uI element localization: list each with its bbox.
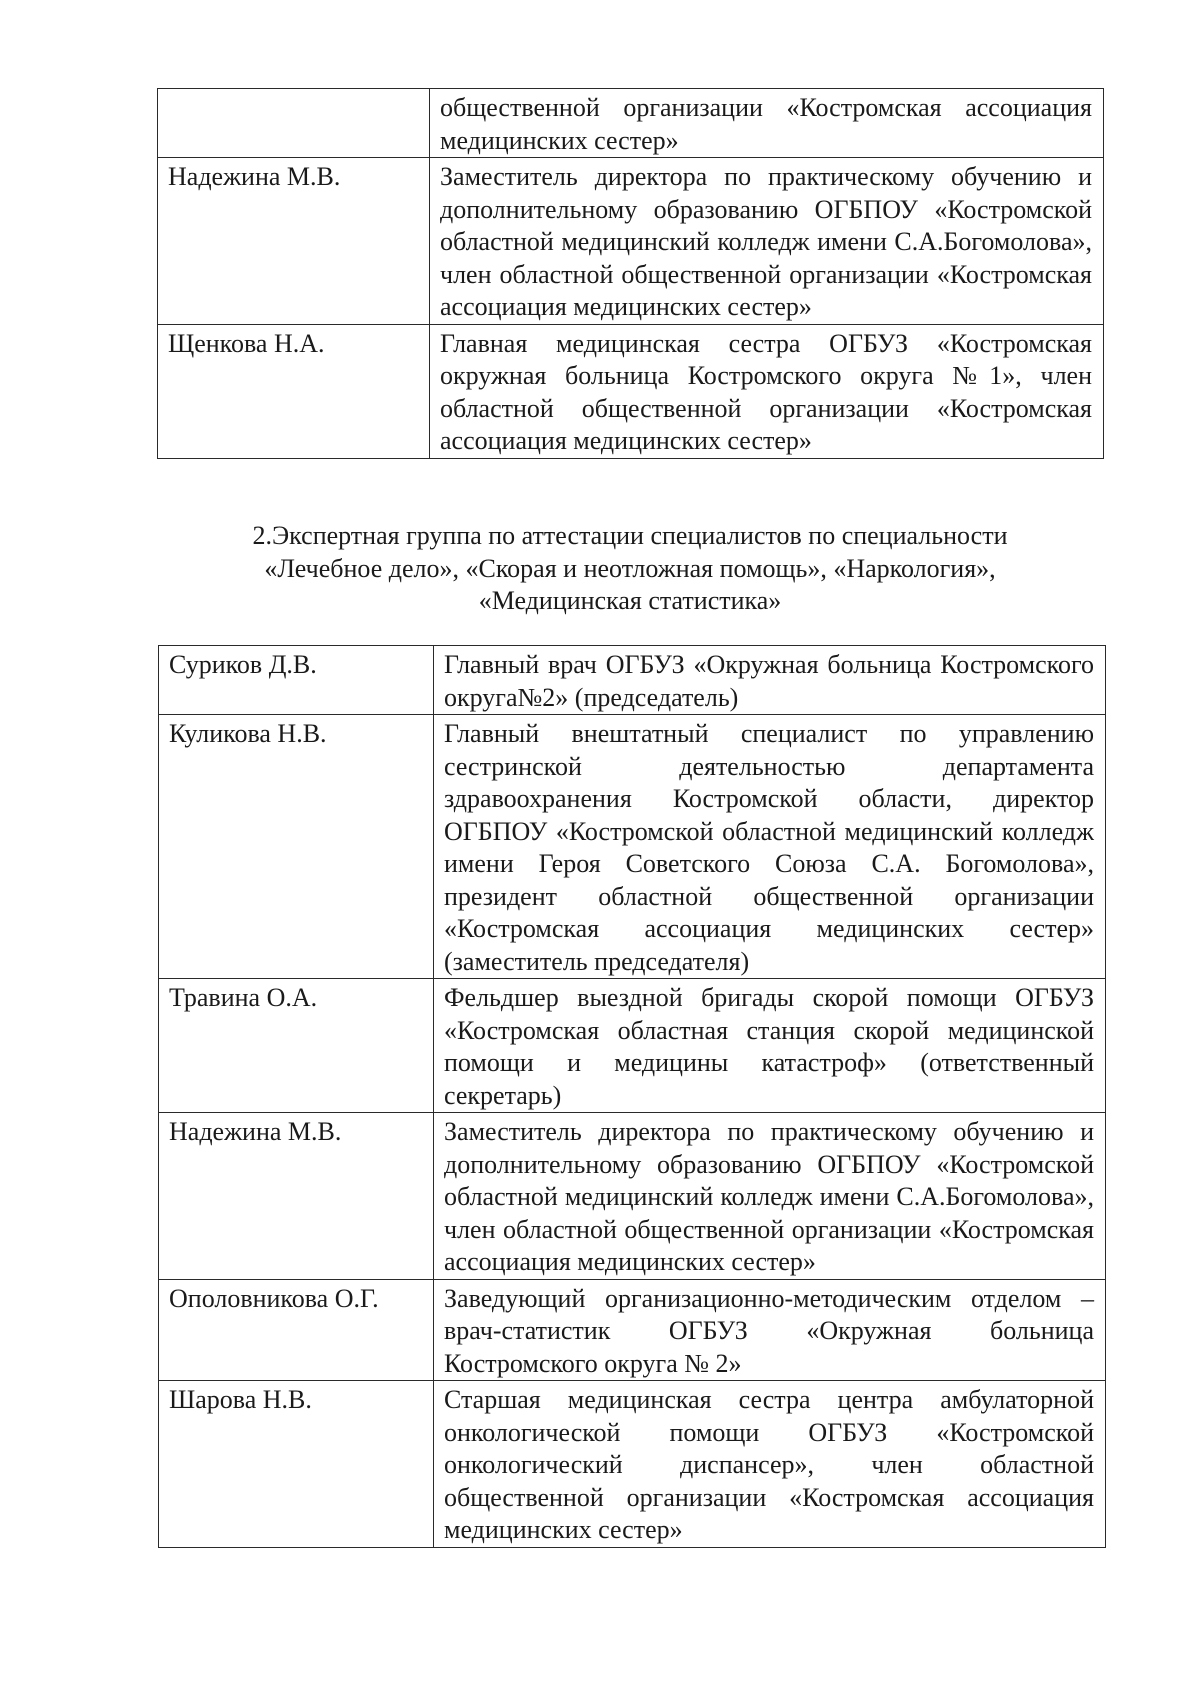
member-name: Куликова Н.В. [159, 715, 434, 979]
member-role: Главный врач ОГБУЗ «Окружная больница Костромского округа№2» (председатель) [434, 646, 1106, 715]
table-row [159, 979, 1106, 1113]
member-role: Заместитель директора по практическому обучению и дополнительному образованию ОГБПОУ «Костромской областной медицинский колледж имени С.А.Богомолова», член областной общественной организации «Костромская ассоциация медицинских сестер» [430, 158, 1104, 325]
commission-members-table-continued [157, 88, 1104, 459]
table-row [159, 1381, 1106, 1548]
member-name: Шарова Н.В. [159, 1381, 434, 1548]
member-role: Старшая медицинская сестра центра амбулаторной онкологической помощи ОГБУЗ «Костромской онкологический диспансер», член областной общественной организации «Костромская ассоциация медицинских сестер» [434, 1381, 1106, 1548]
member-role: Заведующий организационно-методическим отделом – врач-статистик ОГБУЗ «Окружная больница Костромского округа № 2» [434, 1279, 1106, 1381]
table-row [158, 158, 1104, 325]
member-name [158, 89, 430, 158]
table-row [159, 1279, 1106, 1381]
table-row [159, 715, 1106, 979]
member-name: Ополовникова О.Г. [159, 1279, 434, 1381]
member-role: общественной организации «Костромская ассоциация медицинских сестер» [430, 89, 1104, 158]
table-row [159, 646, 1106, 715]
member-name: Щенкова Н.А. [158, 324, 430, 458]
member-name: Надежина М.В. [158, 158, 430, 325]
expert-group-members-table [158, 645, 1106, 1548]
table-row [158, 324, 1104, 458]
section-heading-line: «Медицинская статистика» [478, 586, 782, 615]
section-heading [150, 520, 1110, 618]
member-role: Главная медицинская сестра ОГБУЗ «Костромская окружная больница Костромского округа №1», член областной общественной организации «Костромская ассоциация медицинских сестер» [430, 324, 1104, 458]
member-role: Заместитель директора по практическому обучению и дополнительному образованию ОГБПОУ «Костромской областной медицинский колледж имени С.А.Богомолова», член областной общественной организации «Костромская ассоциация медицинских сестер» [434, 1113, 1106, 1280]
member-role: Фельдшер выездной бригады скорой помощи ОГБУЗ «Костромская областная станция скорой медицинской помощи и медицины катастроф» (ответственный секретарь) [434, 979, 1106, 1113]
table-row [159, 1113, 1106, 1280]
member-name: Надежина М.В. [159, 1113, 434, 1280]
member-role: Главный внештатный специалист по управлению сестринской деятельностью департамента здравоохранения Костромской области, директор ОГБПОУ «Костромской областной медицинский колледж имени Героя Советского Союза С.А. Богомолова», президент областной общественной организации «Костромская ассоциация медицинских сестер» (заместитель председателя) [434, 715, 1106, 979]
member-name: Травина О.А. [159, 979, 434, 1113]
section-heading-line: 2.Экспертная группа по аттестации специалистов по специальности [252, 521, 1008, 550]
member-name: Суриков Д.В. [159, 646, 434, 715]
table-row [158, 89, 1104, 158]
section-heading-line: «Лечебное дело», «Скорая и неотложная помощь», «Наркология», [264, 553, 996, 583]
